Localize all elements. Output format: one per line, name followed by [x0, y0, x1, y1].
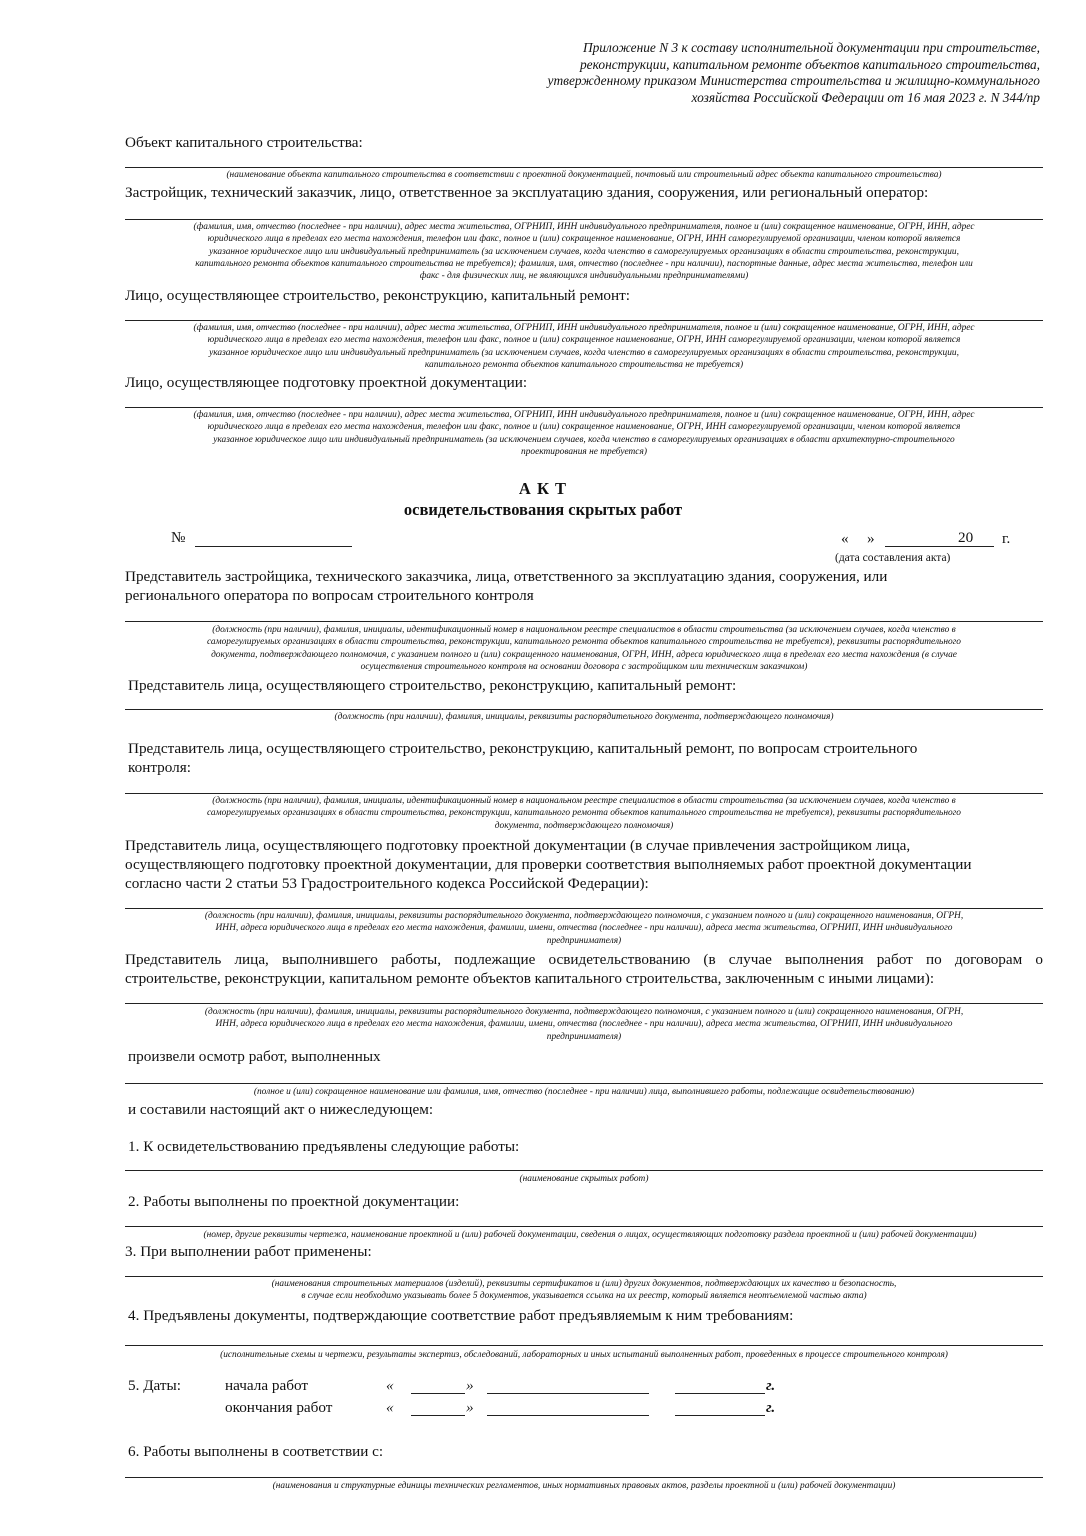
- object-label: Объект капитального строительства:: [125, 134, 363, 151]
- item4-field[interactable]: [125, 1345, 1043, 1346]
- item3-field[interactable]: [125, 1276, 1043, 1277]
- rep-builder-note: (должность (при наличии), фамилия, инициалы, реквизиты распорядительного документа, подтверждающего полномочия): [334, 712, 834, 722]
- end-month-field[interactable]: [487, 1415, 649, 1416]
- note-line: (наименования строительных материалов (изделий), реквизиты сертификатов и (или) других документов, подтверждающих их качество и безопасность,: [271, 1279, 897, 1289]
- act-subtitle: освидетельствования скрытых работ: [403, 500, 683, 519]
- inspected-field[interactable]: [125, 1083, 1043, 1084]
- end-quote-open: «: [386, 1399, 394, 1416]
- note-line: (должность (при наличии), фамилия, инициалы, реквизиты распорядительного документа, подтверждающего полномочия, с указанием полного и (или) сокращенного наименования, ОГРН,: [204, 1007, 964, 1017]
- inspected-label: произвели осмотр работ, выполненных: [128, 1048, 381, 1065]
- item1-field[interactable]: [125, 1170, 1043, 1171]
- start-month-field[interactable]: [487, 1393, 649, 1394]
- rep-developer-field[interactable]: [125, 621, 1043, 622]
- designer-field[interactable]: [125, 407, 1043, 408]
- designer-note: [125, 409, 1043, 458]
- year-suffix: г.: [1002, 530, 1011, 547]
- start-quote-close: »: [466, 1377, 474, 1394]
- developer-field[interactable]: [125, 219, 1043, 220]
- note-line: осуществления строительного контроля на основании договора с застройщиком или техническим заказчиком): [360, 661, 808, 672]
- start-year-mark: г.: [766, 1377, 776, 1394]
- item2-label: 2. Работы выполнены по проектной документации:: [128, 1193, 460, 1210]
- rep-builder-label: Представитель лица, осуществляющего строительство, реконструкцию, капитальный ремонт:: [128, 677, 737, 694]
- builder-note: [125, 322, 1043, 371]
- rep-builder-control-note: [125, 795, 1043, 832]
- item6-label: 6. Работы выполнены в соответствии с:: [128, 1443, 384, 1460]
- note-line: указанное юридическое лицо или индивидуальный предприниматель (за исключением случаев, когда членство в саморегулируемых организациях в области архитектурно-строительного: [213, 434, 955, 445]
- inspected-note: (полное и (или) сокращенное наименование или фамилия, имя, отчество (последнее - при наличии) лица, выполнившего работы, подлежащие освидетельствованию): [253, 1087, 915, 1097]
- item4-label: 4. Предъявлены документы, подтверждающие соответствие работ предъявляемым к ним требованиям:: [128, 1307, 794, 1324]
- note-line: проектирования не требуется): [521, 446, 647, 457]
- label-line: Представитель лица, осуществляющего подготовку проектной документации (в случае привлечения застройщиком лица,: [125, 837, 911, 854]
- note-line: капитального ремонта объектов капитального строительства не требуется): [424, 359, 744, 370]
- item5-label: 5. Даты:: [128, 1377, 181, 1394]
- note-line: (фамилия, имя, отчество (последнее - при наличии), адрес места жительства, ОГРНИП, ИНН индивидуального предпринимателя, полное и (или) сокращенное наименование, ОГРН, ИНН, адрес: [193, 323, 975, 333]
- designer-label: Лицо, осуществляющее подготовку проектной документации:: [125, 374, 528, 391]
- builder-field[interactable]: [125, 320, 1043, 321]
- rep-performer-note: [125, 1006, 1043, 1043]
- note-line: саморегулируемых организациях в области строительства, реконструкции, капитального ремонта объектов капитального строительства не требуется), реквизиты распорядительного: [206, 637, 961, 648]
- note-line: документа, подтверждающего полномочия): [494, 820, 674, 831]
- note-line: (фамилия, имя, отчество (последнее - при наличии), адрес места жительства, ОГРНИП, ИНН индивидуального предпринимателя, полное и (или) сокращенное наименование, ОГРН, ИНН, адрес: [193, 410, 975, 420]
- header-note-line: утвержденному приказом Министерства строительства и жилищно-коммунального: [547, 73, 1040, 89]
- note-line: документа, подтверждающего полномочия, с указанием полного и (или) сокращенного наименования, ОГРН, ИНН, адреса юридического лица в пределах его места нахождения (в случае: [211, 649, 957, 660]
- note-line: предпринимателя): [546, 1031, 622, 1042]
- rep-designer-field[interactable]: [125, 908, 1043, 909]
- header-note: [440, 40, 1040, 106]
- rep-builder-field[interactable]: [125, 709, 1043, 710]
- item3-label: 3. При выполнении работ применены:: [125, 1243, 372, 1260]
- end-year-field[interactable]: [675, 1415, 765, 1416]
- item1-label: 1. К освидетельствованию предъявлены следующие работы:: [128, 1138, 520, 1155]
- year-prefix: 20: [958, 529, 974, 546]
- item2-note: (номер, другие реквизиты чертежа, наименование проектной и (или) рабочей документации, сведения о лицах, осуществляющих подготовку раздела проектной и (или) рабочей документации): [203, 1230, 977, 1240]
- rep-designer-note: [125, 910, 1043, 947]
- rep-builder-control-label: [128, 739, 917, 777]
- note-line: указанное юридическое лицо или индивидуальный предприниматель (за исключением случаев, когда членство в саморегулируемых организациях в области строительства, реконструкции,: [209, 347, 959, 358]
- note-line: предпринимателя): [546, 935, 622, 946]
- label-line: Представитель лица, выполнившего работы, подлежащие освидетельствованию (в случае выполнения работ по договорам о: [125, 951, 1043, 968]
- date-quote-open: «: [841, 530, 849, 547]
- note-line: ИНН, адреса юридического лица в пределах его места нахождения, фамилии, имени, отчества (последнее - при наличии), адреса места жительства, ОГРНИП, ИНН индивидуального: [215, 1019, 953, 1030]
- object-field[interactable]: [125, 167, 1043, 168]
- note-line: в случае если необходимо указывать более 5 документов, указывается ссылка на их реестр, который является неотъемлемой частью акта): [301, 1291, 867, 1302]
- note-line: указанное юридическое лицо или индивидуальный предприниматель (за исключением случаев, когда членство в саморегулируемых организациях в области строительства, реконструкции,: [209, 246, 959, 257]
- note-line: саморегулируемых организациях в области строительства, реконструкции, капитального ремонта объектов капитального строительства не требуется), реквизиты распорядительного: [206, 808, 961, 819]
- end-date-label: окончания работ: [225, 1399, 333, 1416]
- date-note: (дата составления акта): [835, 552, 951, 564]
- label-line: строительстве, реконструкции, капитальном ремонте объектов капитального строительства, заключенным с иными лицами):: [125, 970, 935, 987]
- item3-note: [125, 1278, 1043, 1303]
- developer-note: [125, 221, 1043, 282]
- label-line: осуществляющего подготовку проектной документации, для проверки соответствия выполняемых работ проектной документации: [125, 856, 972, 873]
- start-date-label: начала работ: [225, 1377, 308, 1394]
- object-note: (наименование объекта капитального строительства в соответствии с проектной документацией, почтовый или строительный адрес объекта капитального строительства): [226, 170, 942, 180]
- label-line: согласно части 2 статьи 53 Градостроительного кодекса Российской Федерации):: [125, 875, 649, 892]
- act-title: А К Т: [518, 479, 568, 498]
- label-line: контроля:: [128, 759, 191, 776]
- note-line: юридического лица в пределах его места нахождения, телефон или факс, полное и (или) сокращенное наименование, ОГРН, ИНН саморегулируемой организации, членом которой является: [207, 335, 961, 346]
- header-note-line: реконструкции, капитальном ремонте объектов капитального строительства,: [579, 56, 1040, 72]
- item2-field[interactable]: [125, 1226, 1043, 1227]
- note-line: (должность (при наличии), фамилия, инициалы, идентификационный номер в национальном реестре специалистов в области строительства (за исключением случаев, когда членство в: [212, 796, 956, 806]
- end-quote-close: »: [466, 1399, 474, 1416]
- note-line: факс - для физических лиц, не являющихся индивидуальными предпринимателями): [419, 271, 749, 282]
- label-line: регионального оператора по вопросам строительного контроля: [125, 587, 534, 604]
- label-line: Представитель застройщика, технического заказчика, лица, ответственного за эксплуатацию здания, сооружения, или: [125, 568, 888, 585]
- note-line: капитального ремонта объектов капитального строительства не требуется); фамилия, имя, отчество (последнее - при наличии), паспортные данные, адрес места жительства, телефон или: [195, 258, 973, 269]
- rep-developer-label: [125, 567, 887, 605]
- label-line: Представитель лица, осуществляющего строительство, реконструкцию, капитальный ремонт, по вопросам строительного: [128, 740, 918, 757]
- act-number-field[interactable]: [195, 546, 352, 547]
- rep-builder-control-field[interactable]: [125, 793, 1043, 794]
- compiled-label: и составили настоящий акт о нижеследующем:: [128, 1101, 434, 1118]
- date-month-field[interactable]: [885, 546, 994, 547]
- start-year-field[interactable]: [675, 1393, 765, 1394]
- item4-note: (исполнительные схемы и чертежи, результаты экспертиз, обследований, лабораторных и иных испытаний выполненных работ, проведенных в процессе строительного контроля): [220, 1350, 948, 1360]
- rep-developer-note: [125, 624, 1043, 673]
- end-day-field[interactable]: [411, 1415, 465, 1416]
- item6-note: (наименования и структурные единицы технических регламентов, иных нормативных правовых актов, разделы проектной и (или) рабочей документации): [272, 1481, 896, 1491]
- rep-performer-field[interactable]: [125, 1003, 1043, 1004]
- date-quote-close: »: [867, 530, 875, 547]
- item1-note: (наименование скрытых работ): [519, 1174, 649, 1184]
- start-quote-open: «: [386, 1377, 394, 1394]
- header-note-line: хозяйства Российской Федерации от 16 мая 2023 г. N 344/пр: [691, 89, 1040, 105]
- start-day-field[interactable]: [411, 1393, 465, 1394]
- header-note-line: Приложение N 3 к составу исполнительной документации при строительстве,: [582, 40, 1040, 55]
- item6-field[interactable]: [125, 1477, 1043, 1478]
- note-line: юридического лица в пределах его места нахождения, телефон или факс, полное и (или) сокращенное наименование, ОГРН, ИНН саморегулируемой организации, членом которой является: [207, 422, 961, 433]
- note-line: юридического лица в пределах его места нахождения, телефон или факс, полное и (или) сокращенное наименование, ОГРН, ИНН саморегулируемой организации, членом которой является: [207, 234, 961, 245]
- note-line: (фамилия, имя, отчество (последнее - при наличии), адрес места жительства, ОГРНИП, ИНН индивидуального предпринимателя, полное и (или) сокращенное наименование, ОГРН, ИНН, адрес: [193, 222, 975, 232]
- note-line: (должность (при наличии), фамилия, инициалы, реквизиты распорядительного документа, подтверждающего полномочия, с указанием полного и (или) сокращенного наименования, ОГРН,: [204, 911, 964, 921]
- developer-label: Застройщик, технический заказчик, лицо, ответственное за эксплуатацию здания, сооружения, или региональный оператор:: [125, 184, 929, 201]
- end-year-mark: г.: [766, 1399, 776, 1416]
- builder-label: Лицо, осуществляющее строительство, реконструкцию, капитальный ремонт:: [125, 287, 631, 304]
- rep-performer-label: [125, 950, 1043, 988]
- number-sign: №: [171, 529, 186, 546]
- note-line: (должность (при наличии), фамилия, инициалы, идентификационный номер в национальном реестре специалистов в области строительства (за исключением случаев, когда членство в: [212, 625, 956, 635]
- note-line: ИНН, адреса юридического лица в пределах его места нахождения, фамилии, имени, отчества (последнее - при наличии), адреса места жительства, ОГРНИП, ИНН индивидуального: [215, 923, 953, 934]
- rep-designer-label: [125, 836, 972, 893]
